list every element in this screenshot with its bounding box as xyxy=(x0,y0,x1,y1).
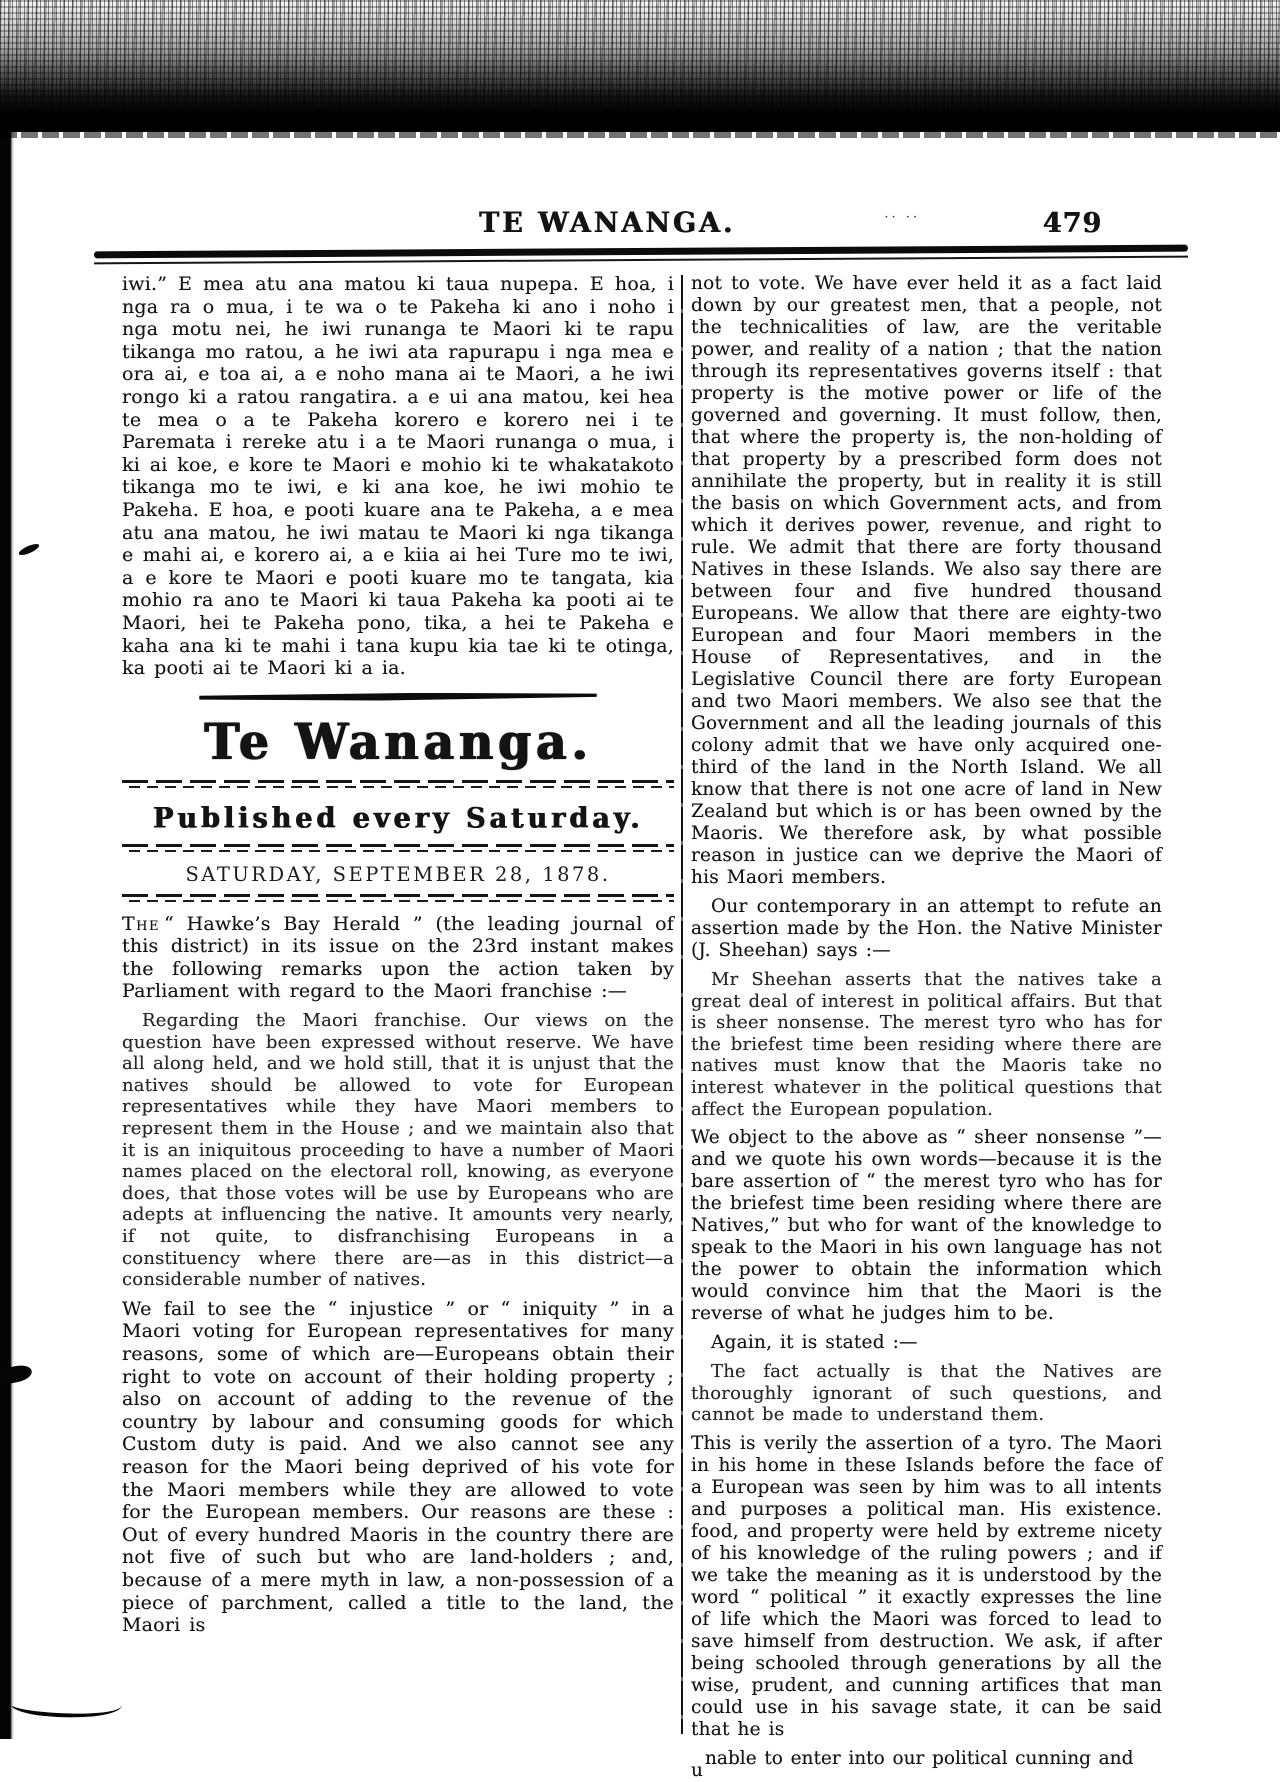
editorial-intro-text: “ Hawke’s Bay Herald ” (the leading journal of this district) in its issue on the 23rd instant makes the following remarks upon the action taken by Parliament with regard to the Maori franchise :— xyxy=(122,912,674,1003)
header-rules xyxy=(94,245,1188,265)
page-left-edge-shadow xyxy=(0,118,14,1739)
fail-to-see-paragraph: We fail to see the “ injustice ” or “ iniquity ” in a Maori voting for European representatives for many reasons, some of which are—Europeans obtain their right to vote on account of their holding property ; also on account of adding to the revenue of the country by labour and consuming goods for which Custom duty is paid. And we also cannot see any reason for the Maori being deprived of his vote for the Maori members while they are allowed to vote for the European members. Our reasons are these : Out of every hundred Maoris in the country there are not five of such but who are land-holders ; and, because of a mere myth in law, a non-possession of a piece of parchment, called a title to the land, the Maori is xyxy=(122,1297,674,1637)
scan-specks: ·· ·· xyxy=(884,210,920,225)
masthead-dash-rule-3 xyxy=(122,894,674,903)
masthead-tagline: Published every Saturday. xyxy=(152,802,644,835)
masthead-title: Te Wananga. xyxy=(203,713,593,772)
page-number: 479 xyxy=(1042,208,1102,239)
natives-ignorant-quote: The fact actually is that the Natives are thoroughly ignorant of such questions, and cannot be made to understand them. xyxy=(691,1361,1162,1426)
sheehan-quote: Mr Sheehan asserts that the natives take a great deal of interest in political affairs. But that is sheer nonsense. The merest tyro who has for the briefest time been residing where there are natives must know that the Maoris take no interest whatever in the political questions that affect the European population. xyxy=(691,969,1162,1120)
masthead-dash-rule-1 xyxy=(122,780,674,789)
closing-line xyxy=(691,1747,1162,1781)
editorial-intro-paragraph xyxy=(122,913,674,1003)
maori-paragraph: iwi.” E mea atu ana matou ki taua nupepa. E hoa, i nga ra o mua, i te wa o te Pakeha ki ano i noho i nga motu nei, he iwi runanga te Maori ki te rapu tikanga mo ratou, a he iwi ata rapurapu i nga mea e ora ai, e toa ai, a e noho mana ai te Maori, a he iwi rongo ki a ratou rangatira. a e ui ana matou, kei hea te mea o a te Pakeha korero e korero nei i te Paremata i rereke atu i a te Maori runanga o mua, i ki ai koe, e kore te Maori e mohio ki te whakatakoto tikanga mo te iwi, e ki ana koe, he iwi mohio te Pakeha. E hoa, e pooti kuare ana te Pakeha, a e mea atu ana matou, he iwi matau te Maori ki nga tikanga e mahi ai, e korero ai, a e kiia ai hei Ture mo te iwi, a e kore te Maori e pooti kuare mo te tangata, kia mohio ra ano te Maori ki taua Pakeha ka pooti ai te Maori, hei te Pakeha pono, tika, a hei te Pakeha e kaha ana ki te mahi i tana kupu kia tae ki te otinga, ka pooti ai te Maori ki a ia. xyxy=(122,273,674,680)
lead-capitals: The xyxy=(122,912,160,935)
object-paragraph: We object to the above as “ sheer nonsense ”—and we quote his own words—because it is the bare assertion of “ the merest tyro who has for the briefest time been residing where there are Natives,” but who for want of the knowledge to speak to the Maori in his own language has not the power to obtain the information which would convince him that the Maori is the reverse of what he judges him to be. xyxy=(691,1127,1162,1325)
column-divider xyxy=(681,275,683,1734)
masthead-dash-rule-2 xyxy=(122,844,674,853)
closing-line-text: nable to enter into our political cunning and xyxy=(705,1747,1134,1769)
left-column xyxy=(122,273,674,1770)
page-header xyxy=(122,208,1162,244)
right-column xyxy=(691,273,1162,1781)
article-columns xyxy=(122,273,1162,1781)
contemporary-paragraph: Our contemporary in an attempt to refute an assertion made by the Hon. the Native Minister (J. Sheehan) says :— xyxy=(691,896,1162,961)
dropped-letter: u xyxy=(691,1759,703,1781)
scan-noise-band xyxy=(0,0,1280,132)
again-stated-line: Again, it is stated :— xyxy=(711,1332,918,1354)
newspaper-title: TE WANANGA. xyxy=(478,207,736,240)
herald-franchise-quote: Regarding the Maori franchise. Our views on the question have been expressed without reserve. We have all along held, and we hold still, that it is unjust that the natives should be allowed to vote for European representatives while they have Maori members to represent them in the House ; and we maintain also that it is an iniquitous proceeding to have a number of Maori names placed on the electoral roll, knowing, as everyone does, that those votes will be use by Europeans who are adepts at influencing the native. It amounts very nearly, if not quite, to disfranchising Europeans in a constituency where there are—as in this district—a considerable number of natives. xyxy=(122,1010,674,1291)
opening-paragraph: not to vote. We have ever held it as a fact laid down by our greatest men, that a people, not the technicalities of law, are the veritable power, and reality of a nation ; that the nation through its representatives governs itself : that property is the motive power or life of the governed and governing. It must follow, then, that where the property is, the non-holding of that property by a prescribed form does not annihilate the property, but in reality it is still the basis on which Government acts, and from which it derives power, revenue, and right to rule. We admit that there are forty thousand Natives in these Islands. We also say there are between four and five hundred thousand Europeans. We allow that there are eighty-two European and four Maori members in the House of Representatives, and in the Legislative Council there are forty European and two Maori members. We also see that the Government and all the leading journals of this colony admit that we have only acquired one-third of the land in the North Island. We all know that there is not one acre of land in New Zealand but which is or has been owned by the Maoris. We therefore ask, by what possible reason in justice can we deprive the Maori of his Maori members. xyxy=(691,273,1162,888)
issue-dateline: SATURDAY, SEPTEMBER 28, 1878. xyxy=(185,862,611,886)
section-divider-rule xyxy=(199,693,596,701)
tyro-paragraph: This is verily the assertion of a tyro. The Maori in his home in these Islands before the face of a European was seen by him was to all intents and purposes a political man. His existence. food, and property were held by extreme nicety of his knowledge of the ruling powers ; and if we take the meaning as it is understood by the word “ political ” it exactly expresses the line of life which the Maori was forced to lead to save himself from destruction. We ask, if after being schooled through generations by all the wise, prudent, and cunning artifices that man could use in his savage state, it can be said that he is xyxy=(691,1432,1162,1740)
